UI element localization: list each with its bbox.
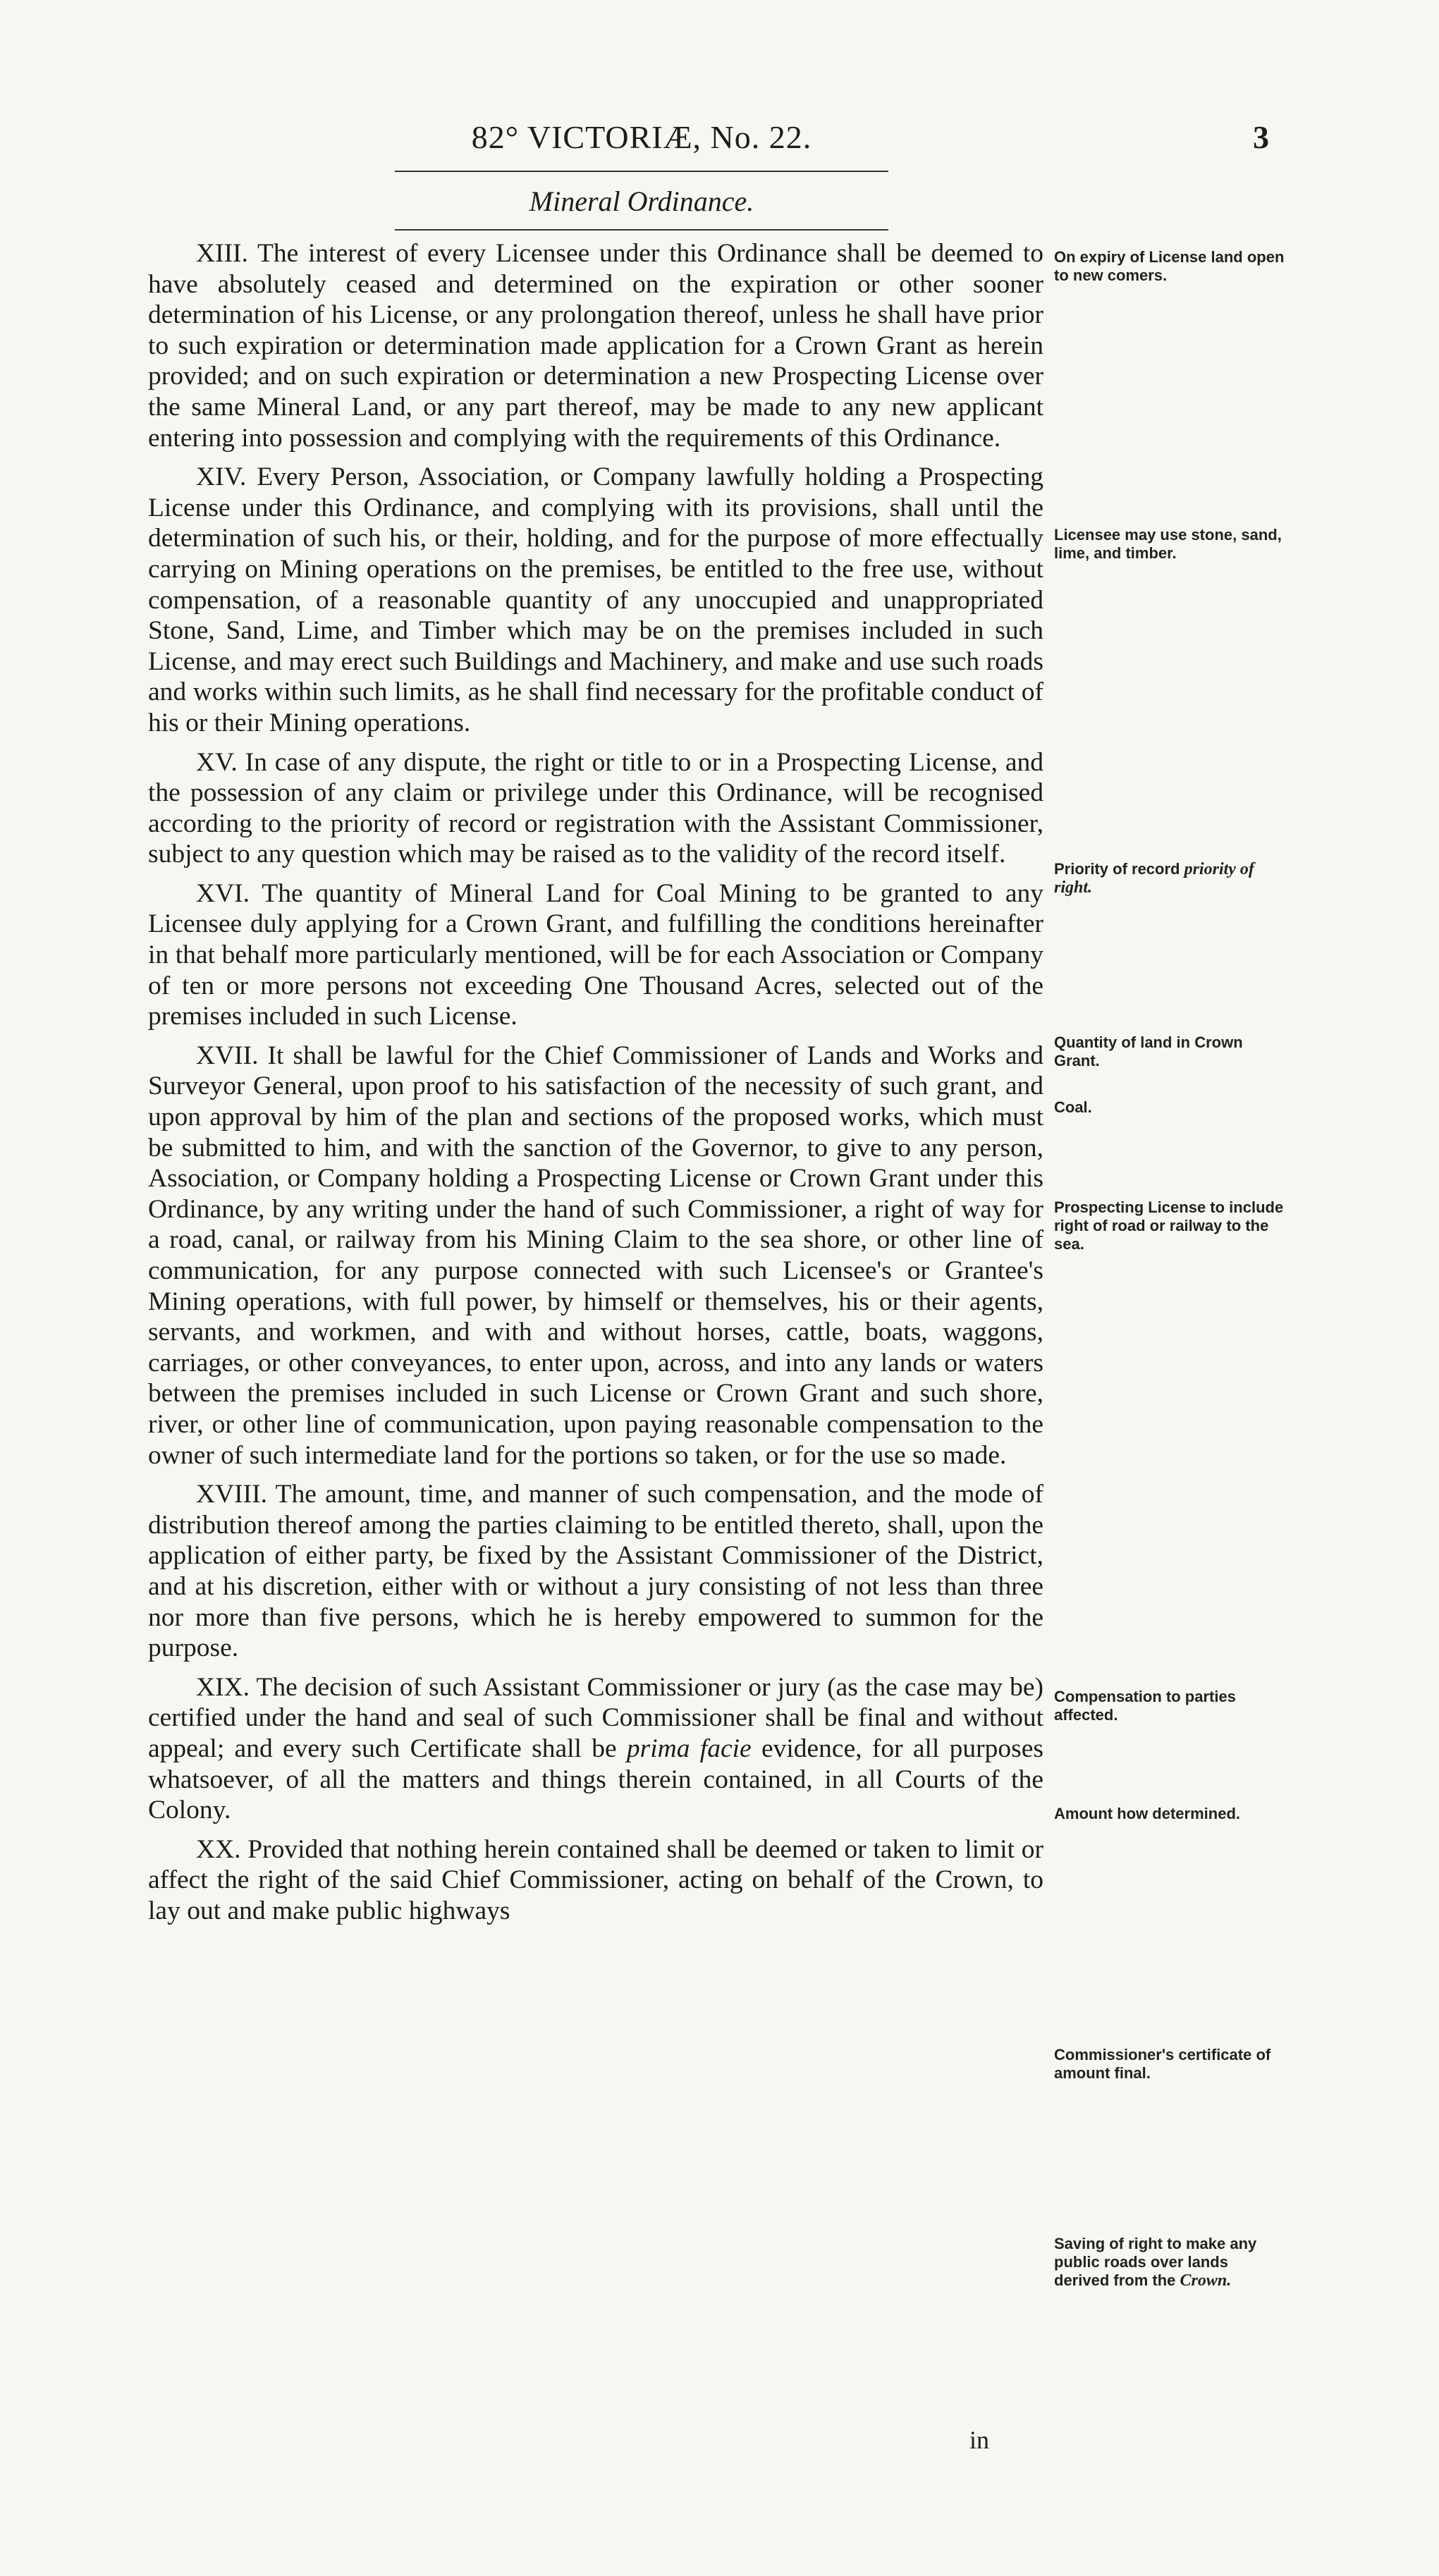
margin-note-coal: Coal.	[1054, 1098, 1092, 1116]
section-xiv: XIV. Every Person, Association, or Company lawfully holding a Prospecting License under this Ordinance, and complying with its provisions, shall until the determination of such his, or their, holding, and for the purpose of more effectually carrying on Mining operations on the premises, be entitled to the free use, without compensation, of a reasonable quantity of any unoccupied and unappropriated Stone, Sand, Lime, and Timber which may be on the premises included in such License, and may erect such Buildings and Machinery, and make and use such roads and works within such limits, as he shall find necessary for the profitable conduct of his or their Mining operations.	[148, 462, 1043, 737]
margin-note-priority	[1054, 860, 1287, 897]
margin-note-priority-italic: priority of right.	[1054, 860, 1254, 897]
section-xvi: XVI. The quantity of Mineral Land for Coal Mining to be granted to any Licensee duly applying for a Crown Grant, and fulfilling the conditions hereinafter in that behalf more particularly mentioned, will be for each Association or Company of ten or more persons not exceeding One Thousand Acres, selected out of the premises included in such License.	[148, 878, 1043, 1031]
margin-note-compensation: Compensation to parties affected.	[1054, 1688, 1236, 1724]
margin-note-amount: Amount how determined.	[1054, 1805, 1240, 1822]
section-xix-part2: evidence, for all purposes whatsoever, of all the matters and things therein contained, in all Courts of the Colony.	[148, 1734, 1043, 1825]
margin-note-expiry: On expiry of License land open to new comers.	[1054, 248, 1285, 284]
section-xix-italic: prima facie	[626, 1734, 752, 1763]
running-header-title: 82° VICTORIÆ, No. 22.	[471, 119, 812, 155]
section-xvii: XVII. It shall be lawful for the Chief Commissioner of Lands and Works and Surveyor General, upon proof to his satisfaction of the necessity of such grant, and upon approval by him of the plan and sections of the proposed works, which must be submitted to him, and with the sanction of the Governor, to give to any person, Association, or Company holding a Prospecting License or Crown Grant under this Ordinance, by any writing under the hand of such Commissioner, a right of way for a road, canal, or railway from his Mining Claim to the sea shore, or other line of communication, for any purpose connected with such Licensee's or Grantee's Mining operations, with full power, by himself or themselves, his or their agents, servants, and workmen, and with and without horses, cattle, boats, waggons, carriages, or other conveyances, to enter upon, across, and into any lands or waters between the premises included in such License or Crown Grant and such shore, river, or other line of communication, upon paying reasonable compensation to the owner of such intermediate land for the portions so taken, or for the use so made.	[148, 1041, 1043, 1470]
margin-note-licensee-use: Licensee may use stone, sand, lime, and timber.	[1054, 526, 1282, 562]
section-xix-part1: XIX. The decision of such Assistant Commissioner or jury (as the case may be) certified under the hand and seal of such Commissioner shall be final and without appeal; and every such Certificate shall be	[148, 1672, 1043, 1763]
section-xiii: XIII. The interest of every Licensee under this Ordinance shall be deemed to have absolutely ceased and determined on the expiration or other sooner determination of his License, or any prolongation thereof, unless he shall have prior to such expiration or determination made application for a Crown Grant as herein provided; and on such expiration or determination a new Prospecting License over the same Mineral Land, or any part thereof, may be made to any new applicant entering into possession and complying with the requirements of this Ordinance.	[148, 239, 1043, 453]
header-rule	[395, 171, 888, 172]
margin-note-certificate: Commissioner's certificate of amount final.	[1054, 2046, 1271, 2082]
ordinance-subtitle: Mineral Ordinance.	[529, 185, 754, 217]
margin-note-quantity: Quantity of land in Crown Grant.	[1054, 1034, 1243, 1069]
section-xix	[148, 1672, 1043, 1826]
margin-note-prospecting: Prospecting License to include right of road or railway to the sea.	[1054, 1198, 1284, 1253]
margin-note-saving-italic: Crown.	[1180, 2271, 1232, 2290]
main-text-column	[148, 238, 1043, 1934]
subtitle-rule	[395, 229, 888, 231]
section-xviii: XVIII. The amount, time, and manner of such compensation, and the mode of distribution thereof among the parties claiming to be entitled thereto, shall, upon the application of either party, be fixed by the Assistant Commissioner of the District, and at his discretion, either with or without a jury consisting of not less than three nor more than five persons, which he is hereby empowered to summon for the purpose.	[148, 1480, 1043, 1663]
margin-note-saving	[1054, 2235, 1287, 2290]
page-number: 3	[1253, 119, 1269, 155]
section-xx: XX. Provided that nothing herein contained shall be deemed or taken to limit or affect the right of the said Chief Commissioner, acting on behalf of the Crown, to lay out and make public highways	[148, 1834, 1043, 1925]
margin-note-priority-text: Priority of record	[1054, 860, 1184, 878]
section-xv: XV. In case of any dispute, the right or title to or in a Prospecting License, and the possession of any claim or privilege under this Ordinance, will be recognised according to the priority of record or registration with the Assistant Commissioner, subject to any question which may be raised as to the validity of the record itself.	[148, 747, 1043, 869]
margin-note-saving-text: Saving of right to make any public roads over lands derived from the	[1054, 2235, 1257, 2289]
catchword: in	[969, 2426, 990, 2454]
